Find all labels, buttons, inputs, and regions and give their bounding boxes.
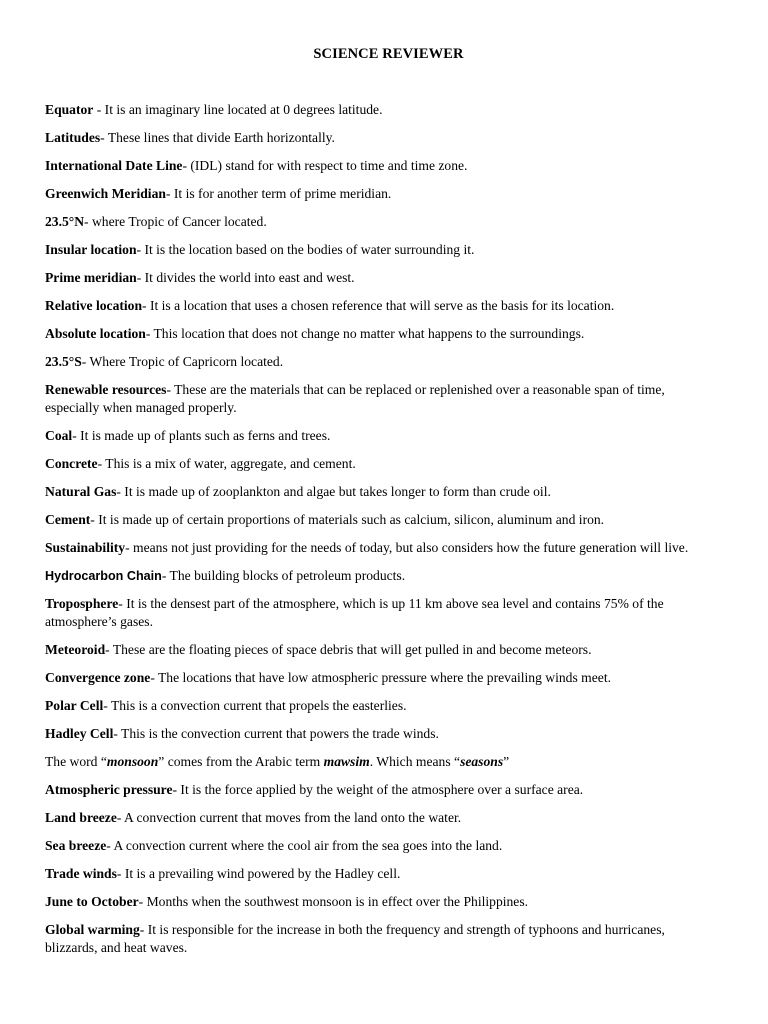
entry-term: Sea breeze (45, 838, 107, 853)
entry-term: Polar Cell (45, 698, 104, 713)
entry-meteoroid (45, 641, 704, 659)
entry-greenwich-meridian (45, 185, 704, 203)
monsoon-text: ” (503, 754, 510, 769)
entry-definition: - It is responsible for the increase in both the frequency and strength of typhoons and hurricanes, blizzards, and heat waves. (45, 922, 665, 955)
entry-absolute-location (45, 325, 704, 343)
entry-relative-location (45, 297, 704, 315)
entry-term: Hydrocarbon Chain (45, 569, 162, 583)
entry-coal (45, 427, 704, 445)
entry-definition: - This is the convection current that powers the trade winds. (113, 726, 439, 741)
entry-23-5-n (45, 213, 704, 231)
entry-term: June to October (45, 894, 139, 909)
entry-definition: - A convection current that moves from the land onto the water. (116, 810, 462, 825)
entry-definition: - It is a prevailing wind powered by the Hadley cell. (116, 866, 401, 881)
entry-term: Meteoroid (45, 642, 106, 657)
entry-definition: - It is made up of plants such as ferns and trees. (72, 428, 331, 443)
entry-definition: - It is a location that uses a chosen reference that will serve as the basis for its location. (142, 298, 615, 313)
entry-term: 23.5°N (45, 214, 85, 229)
entry-global-warming (45, 921, 704, 957)
entry-definition: - It is made up of zooplankton and algae but takes longer to form than crude oil. (116, 484, 551, 499)
entry-definition: - This location that does not change no matter what happens to the surroundings. (145, 326, 585, 341)
page-title: SCIENCE REVIEWER (313, 46, 464, 62)
entry-term: Natural Gas (45, 484, 117, 499)
entry-definition: - Months when the southwest monsoon is in effect over the Philippines. (138, 894, 529, 909)
entry-term: Absolute location (45, 326, 146, 341)
entry-international-date-line (45, 157, 704, 175)
entry-term: Sustainability (45, 540, 126, 555)
entry-term: Convergence zone (45, 670, 151, 685)
mawsim-word: mawsim (323, 754, 370, 769)
entry-term: Coal (45, 428, 73, 443)
entry-term: Equator (45, 102, 94, 117)
entry-term: Latitudes (45, 130, 101, 145)
entry-atmospheric-pressure (45, 781, 704, 799)
entry-concrete (45, 455, 704, 473)
entry-term: Greenwich Meridian (45, 186, 166, 201)
entry-term: Concrete (45, 456, 98, 471)
entry-land-breeze (45, 809, 704, 827)
entry-term: 23.5°S (45, 354, 82, 369)
monsoon-word: monsoon (106, 754, 159, 769)
entry-term: Prime meridian (45, 270, 137, 285)
entry-insular-location (45, 241, 704, 259)
entry-definition: - It is the location based on the bodies of water surrounding it. (136, 242, 475, 257)
entry-term: Cement (45, 512, 91, 527)
seasons-word: seasons (460, 754, 504, 769)
monsoon-text: . Which means “ (369, 754, 461, 769)
entry-definition: - It divides the world into east and west. (136, 270, 355, 285)
entry-trade-winds (45, 865, 704, 883)
entry-term: Troposphere (45, 596, 119, 611)
entry-term: Renewable resources (45, 382, 167, 397)
entry-cement (45, 511, 704, 529)
entry-polar-cell (45, 697, 704, 715)
entry-june-to-october (45, 893, 704, 911)
entry-term: Land breeze (45, 810, 117, 825)
entry-term: Hadley Cell (45, 726, 114, 741)
entry-definition: - This is a convection current that propels the easterlies. (103, 698, 407, 713)
entry-definition: - These are the floating pieces of space debris that will get pulled in and become meteors. (105, 642, 592, 657)
entry-term: Global warming (45, 922, 140, 937)
entry-prime-meridian (45, 269, 704, 287)
entry-sustainability (45, 539, 704, 557)
entry-definition: - The building blocks of petroleum products. (161, 568, 406, 583)
entry-natural-gas (45, 483, 704, 501)
entry-term: Atmospheric pressure (45, 782, 173, 797)
entry-hadley-cell (45, 725, 704, 743)
entry-sea-breeze (45, 837, 704, 855)
entry-hydrocarbon-chain (45, 567, 704, 585)
entry-term: Trade winds (45, 866, 117, 881)
entry-definition: - The locations that have low atmospheric pressure where the prevailing winds meet. (150, 670, 611, 685)
entry-definition: - It is the densest part of the atmosphere, which is up 11 km above sea level and contains 75% of the atmosphere’s gases. (45, 596, 664, 629)
entry-term: International Date Line (45, 158, 183, 173)
entry-definition: - This is a mix of water, aggregate, and cement. (97, 456, 356, 471)
entry-renewable-resources (45, 381, 704, 417)
entry-definition: - It is made up of certain proportions of materials such as calcium, silicon, aluminum and iron. (90, 512, 605, 527)
entry-definition: - where Tropic of Cancer located. (84, 214, 267, 229)
monsoon-text: The word “ (45, 754, 107, 769)
entry-term: Relative location (45, 298, 143, 313)
entry-monsoon (45, 753, 704, 771)
entry-definition: - These are the materials that can be replaced or replenished over a reasonable span of time, especially when managed properly. (45, 382, 665, 415)
entry-definition: - (IDL) stand for with respect to time and time zone. (182, 158, 468, 173)
entry-convergence-zone (45, 669, 704, 687)
entry-23-5-s (45, 353, 704, 371)
entry-definition: - Where Tropic of Capricorn located. (81, 354, 284, 369)
entry-equator (45, 101, 704, 119)
entry-definition: - It is the force applied by the weight of the atmosphere over a surface area. (172, 782, 584, 797)
entry-definition: - These lines that divide Earth horizontally. (100, 130, 335, 145)
entry-troposphere (45, 595, 704, 631)
entry-definition: - A convection current where the cool air from the sea goes into the land. (106, 838, 503, 853)
entry-definition: - It is for another term of prime meridian. (165, 186, 392, 201)
monsoon-text: ” comes from the Arabic term (158, 754, 324, 769)
entry-term: Insular location (45, 242, 137, 257)
entry-latitudes (45, 129, 704, 147)
entry-definition: - It is an imaginary line located at 0 degrees latitude. (93, 102, 383, 117)
entry-definition: - means not just providing for the needs of today, but also considers how the future generation will live. (125, 540, 689, 555)
